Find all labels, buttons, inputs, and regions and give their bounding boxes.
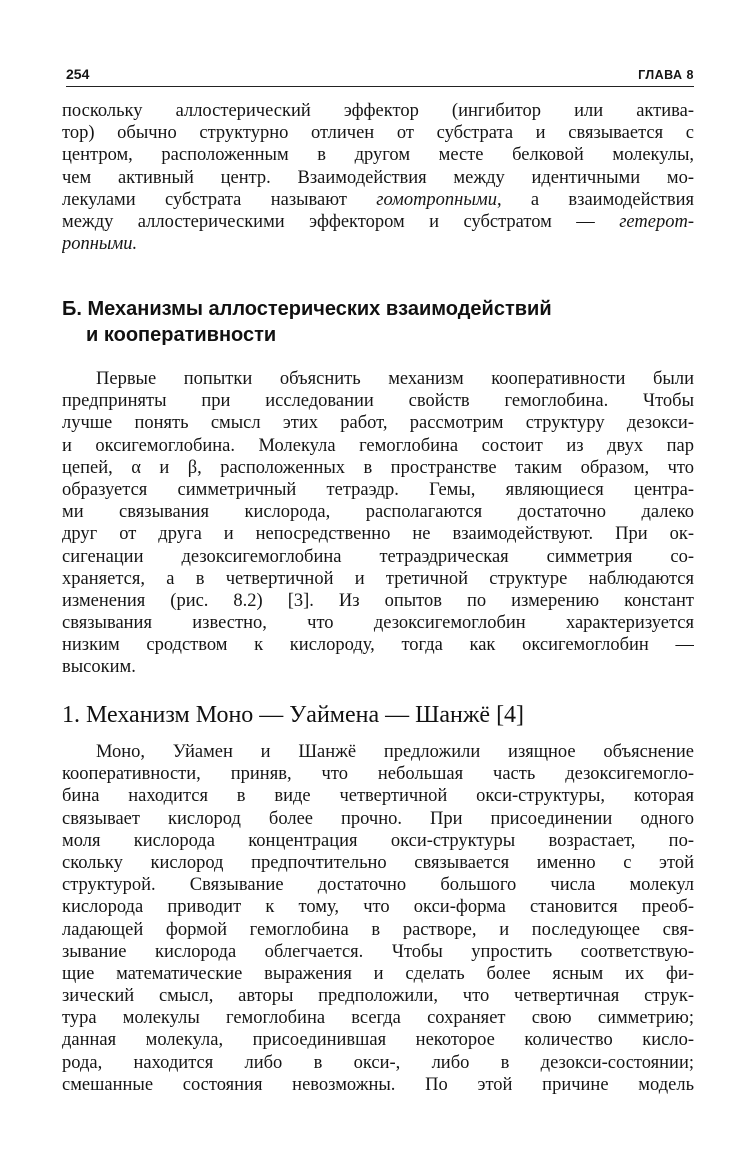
text-line: Моно, Уйамен и Шанжё предложили изящное объяснение bbox=[96, 742, 694, 762]
text-line: друг от друга и непосредственно не взаимодействуют. При ок- bbox=[62, 524, 694, 545]
text-line: ладающей формой гемоглобина в растворе, и последующее свя- bbox=[62, 919, 694, 940]
text-line: высоким. bbox=[62, 657, 136, 678]
text-line: тор) обычно структурно отличен от субстрата и связывается с bbox=[62, 123, 694, 144]
paragraph-intro bbox=[62, 100, 694, 255]
page-number: 254 bbox=[66, 66, 90, 82]
section-heading-line: и кооперативности bbox=[86, 324, 277, 346]
text-line: лучше понять смысл этих работ, рассмотрим структуру дезокси- bbox=[62, 413, 694, 434]
term-heterotropic: гетерот- bbox=[619, 211, 694, 232]
text-line: храняется, а в четвертичной и третичной структуре наблюдаются bbox=[62, 568, 694, 589]
paragraph-mwc-model bbox=[62, 741, 694, 1096]
text-line: изменения (рис. 8.2) [3]. Из опытов по измерению констант bbox=[62, 590, 694, 611]
text-line: кислорода приводит к тому, что окси-форма становится преоб- bbox=[62, 897, 694, 918]
text-line: предприняты при исследовании свойств гемоглобина. Чтобы bbox=[62, 391, 694, 412]
text-line: зический смысл, авторы предположили, что четвертичная струк- bbox=[62, 986, 694, 1007]
text-line: и оксигемоглобина. Молекула гемоглобина состоит из двух пар bbox=[62, 435, 694, 456]
text-line: скольку кислород предпочтительно связывается именно с этой bbox=[62, 852, 694, 873]
text-line: лекулами субстрата называют гомотропными, а взаимодействия bbox=[62, 189, 694, 210]
text-line: ми связывания кислорода, располагаются достаточно далеко bbox=[62, 502, 694, 523]
text-line: между аллостерическими эффектором и субстратом — гетерот- bbox=[62, 211, 694, 232]
text-line: Первые попытки объяснить механизм кооперативности были bbox=[96, 369, 694, 389]
text-line: центром, расположенным в другом месте белковой молекулы, bbox=[62, 145, 694, 166]
text-line: связывает кислород более прочно. При присоединении одного bbox=[62, 808, 694, 829]
text-line: щие математические выражения и сделать более ясным их фи- bbox=[62, 963, 694, 984]
subsection-heading-1: 1. Механизм Моно — Уаймена — Шанжё [4] bbox=[62, 702, 525, 728]
text-line: поскольку аллостерический эффектор (ингибитор или актива- bbox=[62, 101, 694, 121]
text-line: низким сродством к кислороду, тогда как оксигемоглобин — bbox=[62, 635, 694, 656]
text-line bbox=[62, 233, 694, 255]
section-heading-line: Б. Механизмы аллостерических взаимодействий bbox=[62, 298, 552, 320]
text-line: данная молекула, присоединившая некоторое количество кисло- bbox=[62, 1030, 694, 1051]
term-heterotropic-end: ропными. bbox=[62, 234, 138, 255]
text-line: структурой. Связывание достаточно большого числа молекул bbox=[62, 875, 694, 896]
text-line: зывание кислорода облегчается. Чтобы упростить соответствую- bbox=[62, 941, 694, 962]
term-homotropic: гомотропными bbox=[376, 189, 497, 210]
text-line: сигенации дезоксигемоглобина тетраэдрическая симметрия со- bbox=[62, 546, 694, 567]
text-line: образуется симметричный тетраэдр. Гемы, являющиеся центра- bbox=[62, 479, 694, 500]
text-line: рода, находится либо в окси-, либо в дезокси-состоянии; bbox=[62, 1052, 694, 1073]
text-line: чем активный центр. Взаимодействия между идентичными мо- bbox=[62, 167, 694, 188]
text-line: связывания известно, что дезоксигемоглобин характеризуется bbox=[62, 613, 694, 634]
text-line: смешанные состояния невозможны. По этой причине модель bbox=[62, 1074, 694, 1095]
paragraph-hemoglobin bbox=[62, 368, 694, 679]
section-heading-b bbox=[62, 296, 662, 348]
text-line: тура молекулы гемоглобина всегда сохраняет свою симметрию; bbox=[62, 1008, 694, 1029]
text-line: цепей, α и β, расположенных в пространстве таким образом, что bbox=[62, 457, 694, 478]
text-line: бина находится в виде четвертичной окси-структуры, которая bbox=[62, 786, 694, 807]
running-header bbox=[66, 60, 694, 87]
text-line: моля кислорода концентрация окси-структуры возрастает, по- bbox=[62, 830, 694, 851]
text-line: кооперативности, приняв, что небольшая часть дезоксигемогло- bbox=[62, 764, 694, 785]
chapter-label: ГЛАВА 8 bbox=[638, 68, 694, 82]
